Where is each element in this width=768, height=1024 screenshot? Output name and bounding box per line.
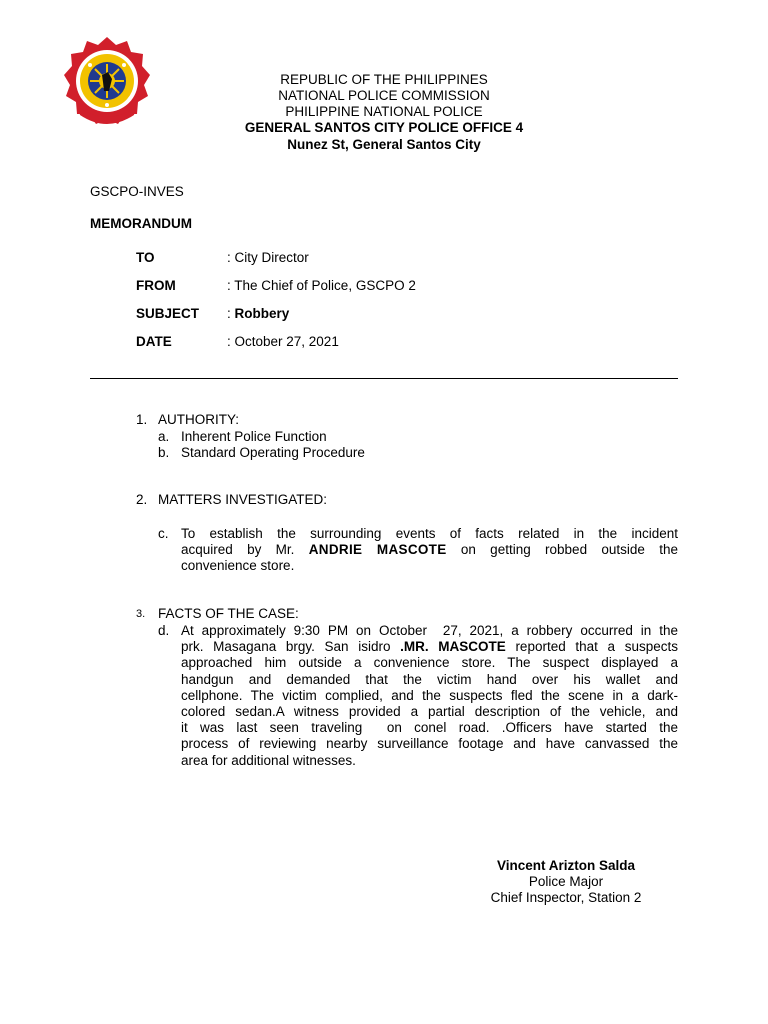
item-b-letter: b. (158, 445, 170, 460)
reference-code: GSCPO-INVES (90, 184, 184, 199)
subject-label: SUBJECT (136, 306, 200, 321)
item-c-line-2-pre: acquired by Mr. (181, 542, 309, 558)
section-2-number: 2. (136, 492, 148, 507)
item-c-line-2-post: on getting robbed outside the (446, 542, 679, 558)
header-napolcom: NATIONAL POLICE COMMISSION (278, 88, 490, 103)
subject-row (227, 306, 289, 321)
date-label: DATE (136, 334, 172, 349)
complainant-name: ANDRIE MASCOTE (308, 542, 447, 558)
item-d-line-5: cellphone. The victim complied, and the suspects fled the scene in a dark- (181, 687, 678, 703)
signatory-rank: Police Major (528, 874, 604, 890)
item-d-line-2-post: reported that a suspects (505, 639, 678, 655)
section-2-title: MATTERS INVESTIGATED: (158, 492, 328, 507)
item-d-line-2 (181, 639, 678, 655)
to-label: TO (136, 250, 155, 265)
section-3-title: FACTS OF THE CASE: (158, 606, 299, 621)
item-d-line-6: colored sedan.A witness provided a partial description of the vehicle, and (181, 704, 678, 720)
item-b-text: Standard Operating Procedure (181, 445, 365, 460)
from-label: FROM (136, 278, 176, 293)
item-c-line-3: convenience store. (181, 558, 295, 574)
header-address: Nunez St, General Santos City (287, 137, 481, 152)
item-c-letter: c. (158, 526, 169, 541)
header-pnp: PHILIPPINE NATIONAL POLICE (285, 104, 483, 119)
item-d-letter: d. (158, 623, 170, 638)
item-a-text: Inherent Police Function (181, 429, 327, 444)
to-value: : City Director (227, 250, 309, 265)
item-a-letter: a. (158, 429, 170, 444)
memo-title: MEMORANDUM (90, 216, 192, 231)
header-republic: REPUBLIC OF THE PHILIPPINES (280, 72, 488, 87)
header-divider (90, 378, 678, 379)
item-d-line-1: At approximately 9:30 PM on October 27, 2021, a robbery occurred in the (181, 623, 678, 638)
subject-value: Robbery (234, 306, 290, 321)
subject-colon: : (227, 306, 235, 321)
signature-block (466, 858, 666, 907)
item-d-line-9: area for additional witnesses. (181, 752, 356, 768)
item-d-paragraph (181, 623, 678, 769)
item-d-line-7: it was last seen traveling on conel road. .Officers have started the (181, 720, 678, 736)
item-c-paragraph (181, 526, 678, 575)
section-1-title: AUTHORITY: (158, 412, 240, 427)
date-value: : October 27, 2021 (227, 334, 339, 349)
item-d-line-2-pre: prk. Masagana brgy. San isidro (181, 639, 401, 655)
signatory-position: Chief Inspector, Station 2 (490, 890, 642, 906)
from-value: : The Chief of Police, GSCPO 2 (227, 278, 416, 293)
item-c-line-1: To establish the surrounding events of facts related in the incident (181, 526, 678, 541)
signatory-name: Vincent Arizton Salda (496, 858, 636, 873)
item-c-line-2 (181, 542, 678, 558)
section-3-number: 3. (136, 608, 146, 620)
item-d-line-4: handgun and demanded that the victim hand over his wallet and (181, 671, 678, 687)
item-d-line-3: approached him outside a convenience store. The suspect displayed a (181, 655, 678, 671)
section-1-number: 1. (136, 412, 148, 427)
item-d-line-8: process of reviewing nearby surveillance footage and have canvassed the (181, 736, 678, 752)
header-office: GENERAL SANTOS CITY POLICE OFFICE 4 (244, 120, 524, 135)
victim-name: .MR. MASCOTE (400, 639, 506, 655)
